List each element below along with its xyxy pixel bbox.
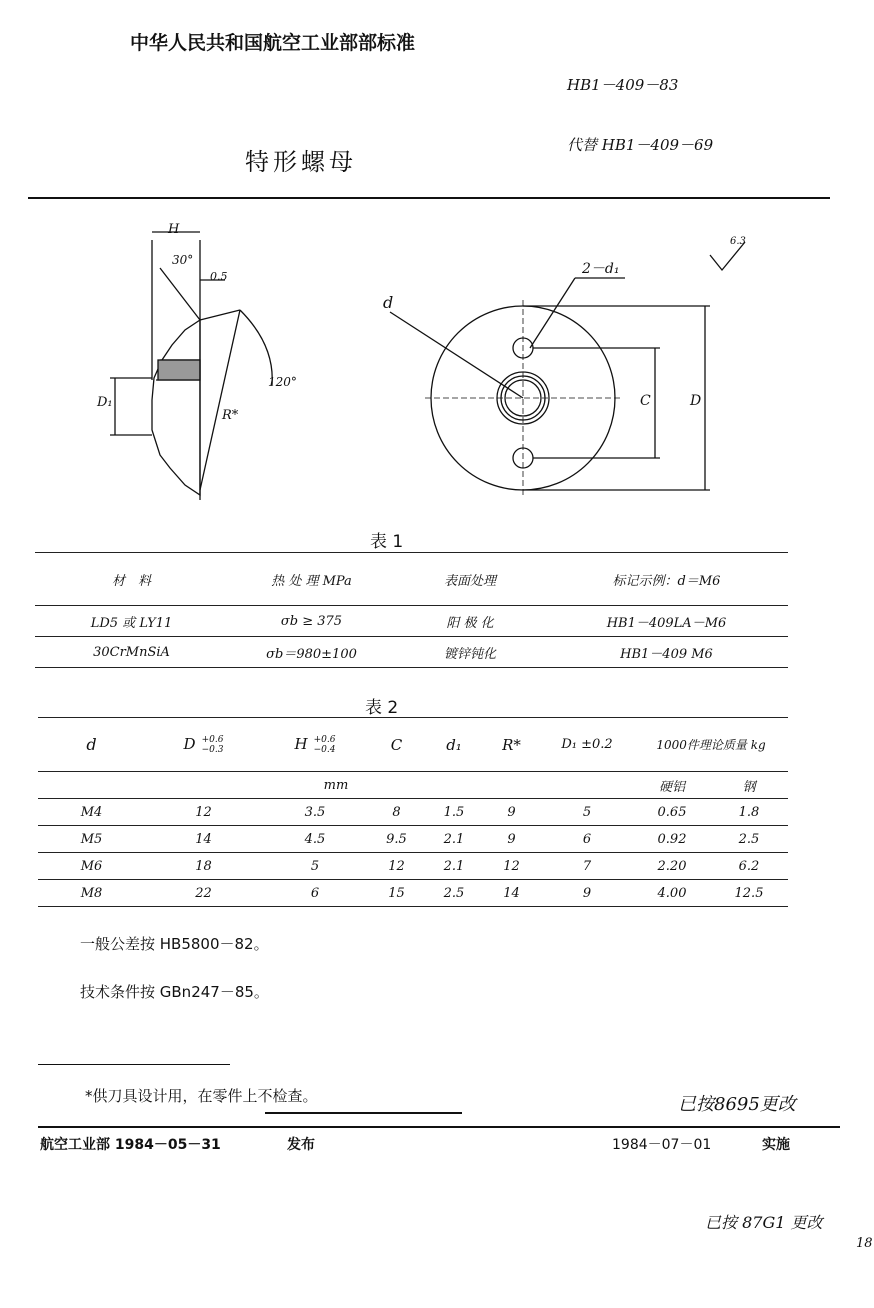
cell: 6.2 <box>710 853 788 880</box>
cell: 30CrMnSiA <box>35 637 228 668</box>
cell: 14 <box>145 826 262 853</box>
label-30deg: 30° <box>172 253 194 267</box>
cell: 22 <box>145 880 262 907</box>
cell: 8 <box>368 799 425 826</box>
cell: 4.5 <box>262 826 368 853</box>
cell: 7 <box>540 853 634 880</box>
page-number: 18 <box>856 1236 873 1251</box>
cell: 18 <box>145 853 262 880</box>
cell: 12 <box>145 799 262 826</box>
footnote-rule <box>38 1064 230 1065</box>
tol-upper: +0.6 <box>201 734 224 745</box>
cell: 12 <box>483 853 540 880</box>
table-row <box>38 853 788 880</box>
header-D <box>145 718 262 772</box>
label-D1: D₁ <box>97 395 113 410</box>
cell: 9.5 <box>368 826 425 853</box>
table-row <box>35 606 788 637</box>
effective-date: 1984－07－01 <box>612 1137 712 1153</box>
cell: M5 <box>38 826 145 853</box>
table-row <box>38 826 788 853</box>
cell: 5 <box>540 799 634 826</box>
note-technical: 技术条件按 GBn247－85。 <box>80 983 269 1001</box>
standard-number: HB1－409－83 <box>567 76 679 94</box>
header-H-label: H <box>294 734 308 753</box>
cell: M4 <box>38 799 145 826</box>
header-D1: D₁ ±0.2 <box>540 718 634 772</box>
cell: 9 <box>483 799 540 826</box>
cell: 镀锌钝化 <box>395 637 545 668</box>
header-duralumin: 硬铝 <box>634 772 710 799</box>
underline <box>265 1112 462 1114</box>
label-D: D <box>690 393 702 409</box>
cell: 6 <box>540 826 634 853</box>
org-title: 中华人民共和国航空工业部部标准 <box>130 32 416 54</box>
cell: 5 <box>262 853 368 880</box>
cell: 6 <box>262 880 368 907</box>
cell: 2.20 <box>634 853 710 880</box>
table1-header: 热 处 理 MPa <box>228 553 395 606</box>
footer-rule <box>38 1126 840 1128</box>
header-R: R* <box>483 718 540 772</box>
label-C: C <box>640 393 651 409</box>
table1-header: 标记示例：d＝M6 <box>545 553 788 606</box>
header-H <box>262 718 368 772</box>
table-row <box>38 799 788 826</box>
header-d: d <box>38 718 145 772</box>
cell: 15 <box>368 880 425 907</box>
table1-header: 表面处理 <box>395 553 545 606</box>
cell: σb＝980±100 <box>228 637 395 668</box>
header-D-label: D <box>183 734 196 753</box>
effective-label: 实施 <box>762 1137 790 1153</box>
cell: 阳 极 化 <box>395 606 545 637</box>
cell: 9 <box>540 880 634 907</box>
label-120deg: 120° <box>268 375 297 389</box>
cell: 2.1 <box>425 826 483 853</box>
cell: 14 <box>483 880 540 907</box>
cell: 1.8 <box>710 799 788 826</box>
table2-caption: 表 2 <box>365 698 399 718</box>
cell: HB1－409LA－M6 <box>545 606 788 637</box>
footnote: *供刀具设计用，在零件上不检查。 <box>85 1087 318 1105</box>
document-title: 特形螺母 <box>245 148 357 176</box>
cell: 2.1 <box>425 853 483 880</box>
header-C: C <box>368 718 425 772</box>
revision-note-2: 已按 87G1 更改 <box>705 1213 823 1232</box>
cell: 1.5 <box>425 799 483 826</box>
issuer-date: 航空工业部 1984－05－31 <box>40 1137 221 1153</box>
label-R: R* <box>222 408 239 423</box>
replaces-standard: 代替 HB1－409－69 <box>567 136 714 154</box>
header-d1: d₁ <box>425 718 483 772</box>
label-chamfer: 0.5 <box>210 270 228 283</box>
cell: M6 <box>38 853 145 880</box>
cell: 0.65 <box>634 799 710 826</box>
cell: 2.5 <box>425 880 483 907</box>
header-steel: 钢 <box>710 772 788 799</box>
cell: 12 <box>368 853 425 880</box>
tol-upper: +0.6 <box>313 734 336 745</box>
cell: 4.00 <box>634 880 710 907</box>
cell: LD5 或 LY11 <box>35 606 228 637</box>
table1 <box>35 552 788 668</box>
unit-row: mm <box>38 772 634 799</box>
cell: HB1－409 M6 <box>545 637 788 668</box>
table2 <box>38 717 788 907</box>
table-row <box>35 637 788 668</box>
table-row <box>38 880 788 907</box>
cell: 12.5 <box>710 880 788 907</box>
revision-note: 已按8695更改 <box>678 1094 796 1115</box>
cell: 3.5 <box>262 799 368 826</box>
cell: σb ≥ 375 <box>228 606 395 637</box>
table1-header: 材 料 <box>35 553 228 606</box>
label-H: H <box>168 222 180 237</box>
label-holes: 2－d₁ <box>582 261 620 277</box>
label-d: d <box>383 293 394 312</box>
section-hatch <box>158 360 200 380</box>
cell: 2.5 <box>710 826 788 853</box>
tol-lower: −0.4 <box>313 744 336 755</box>
note-tolerance: 一般公差按 HB5800－82。 <box>80 935 269 953</box>
divider <box>28 197 830 199</box>
issued-label: 发布 <box>287 1137 315 1153</box>
roughness-value: 6.3 <box>730 236 746 247</box>
cell: M8 <box>38 880 145 907</box>
tol-lower: −0.3 <box>201 744 224 755</box>
cell: 0.92 <box>634 826 710 853</box>
table1-caption: 表 1 <box>370 532 404 552</box>
profile-outline <box>152 320 200 495</box>
header-mass: 1000件理论质量 kg <box>634 718 788 772</box>
cell: 9 <box>483 826 540 853</box>
